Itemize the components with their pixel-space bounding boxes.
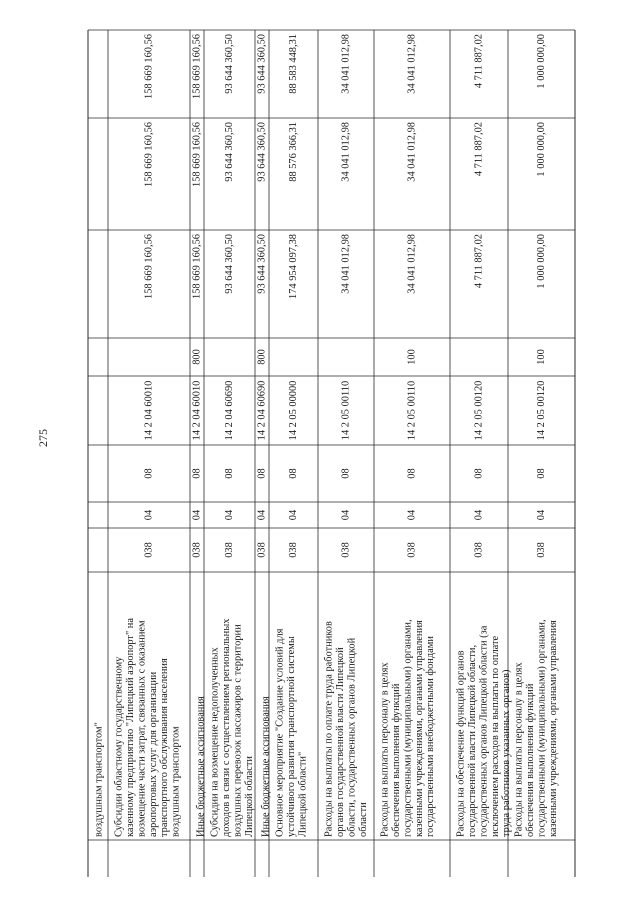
cell-amount_1: 34 041 012,98 <box>406 234 418 294</box>
cell-subsection: 08 <box>256 468 268 479</box>
cell-amount_2: 158 669 160,56 <box>143 122 155 187</box>
cell-amount_3: 34 041 012,98 <box>406 34 418 94</box>
cell-name-line: Расходы на выплаты персоналу в целях <box>513 662 525 837</box>
cell-name-line: обеспечения выполнения функций <box>390 683 402 837</box>
cell-section: 04 <box>473 509 485 521</box>
cell-subsection: 08 <box>223 468 235 479</box>
cell-amount_2: 34 041 012,98 <box>406 122 418 182</box>
cell-section: 04 <box>287 509 299 521</box>
cell-code: 038 <box>223 542 235 558</box>
cell-amount_2: 1 000 000,00 <box>535 122 547 177</box>
cell-subsection: 08 <box>535 468 547 479</box>
cell-subsection: 08 <box>143 468 155 479</box>
cell-amount_2: 34 041 012,98 <box>340 122 352 182</box>
cell-name-line: казенными учреждениями, органами управления <box>413 620 425 837</box>
cell-section: 04 <box>535 509 547 521</box>
cell-amount_3: 93 644 360,50 <box>256 34 268 94</box>
cell-amount_3: 158 669 160,56 <box>191 34 203 99</box>
cell-target_item: 14 2 05 00000 <box>287 380 299 441</box>
cell-name-line: Липецкой области <box>243 756 255 837</box>
cell-name-line: Иные бюджетные ассигнования <box>260 696 272 837</box>
cell-amount_1: 93 644 360,50 <box>256 234 268 294</box>
cell-target_item: 14 2 05 00110 <box>406 380 418 441</box>
cell-amount_3: 93 644 360,50 <box>223 34 235 94</box>
cell-name-line: Расходы на выплаты персоналу в целях <box>379 662 391 837</box>
cell-section: 04 <box>256 509 268 521</box>
cell-amount_3: 34 041 012,98 <box>340 34 352 94</box>
cell-name-line: воздушным транспортом <box>170 726 182 837</box>
cell-name-line: Основное мероприятие "Создание условий для <box>274 628 286 837</box>
cell-code: 038 <box>191 542 203 558</box>
cell-code: 038 <box>406 542 418 558</box>
cell-amount_3: 4 711 887,02 <box>473 34 485 89</box>
cell-name-line: труда работников указанных органов) <box>501 669 513 837</box>
cell-name-line: исключением расходов на выплаты по оплате <box>489 635 501 837</box>
cell-name-line: области, государственных органов Липецкой <box>346 637 358 837</box>
cell-code: 038 <box>340 542 352 558</box>
cell-name-line: казенному предприятию "Липецкий аэропорт" на <box>124 618 136 837</box>
cell-target_item: 14 2 04 60690 <box>256 380 268 441</box>
cell-code: 038 <box>143 542 155 558</box>
cell-expense_type: 800 <box>191 349 203 365</box>
cell-expense_type: 800 <box>256 349 268 365</box>
cell-amount_1: 34 041 012,98 <box>340 234 352 294</box>
cell-amount_2: 88 576 366,31 <box>287 122 299 182</box>
page-number: 275 <box>36 429 50 447</box>
cell-name-line: обеспечения выполнения функций <box>524 683 536 837</box>
cell-subsection: 08 <box>473 468 485 479</box>
cell-target_item: 14 2 05 00110 <box>340 380 352 441</box>
cell-name-line: устойчивого развития транспортной системы <box>285 636 297 837</box>
cell-name-line: органов государственной власти Липецкой <box>334 647 346 837</box>
cell-section: 04 <box>340 509 352 521</box>
cell-name-line: возмещение части затрат, связанных с оказанием <box>136 620 148 837</box>
cell-name-line: казенными учреждениями, органами управления <box>547 620 559 837</box>
cell-name-line: Расходы на обеспечение функций органов <box>455 650 467 837</box>
cell-amount_1: 93 644 360,50 <box>223 234 235 294</box>
cell-code: 038 <box>287 542 299 558</box>
cell-subsection: 08 <box>191 468 203 479</box>
cell-amount_3: 88 583 448,31 <box>287 34 299 94</box>
cell-name-line: Липецкой области" <box>297 751 309 837</box>
cell-amount_3: 1 000 000,00 <box>535 34 547 89</box>
cell-target_item: 14 2 04 60010 <box>143 380 155 441</box>
cell-name-line: государственной власти Липецкой области, <box>466 644 478 837</box>
cell-target_item: 14 2 04 60010 <box>191 380 203 441</box>
cell-subsection: 08 <box>287 468 299 479</box>
cell-code: 038 <box>256 542 268 558</box>
cell-amount_1: 1 000 000,00 <box>535 234 547 289</box>
cell-name-line: государственными (муниципальными) органами, <box>402 619 414 837</box>
cell-subsection: 08 <box>406 468 418 479</box>
cell-name-line: доходов в связи с осуществлением региональных <box>220 618 232 837</box>
cell-name-line: Иные бюджетные ассигнования <box>195 696 207 837</box>
cell-amount_1: 174 954 097,38 <box>287 234 299 299</box>
cell-target_item: 14 2 05 00120 <box>535 380 547 441</box>
cell-amount_1: 158 669 160,56 <box>191 234 203 299</box>
cell-name-line: Расходы на выплаты по оплате труда работников <box>323 621 335 837</box>
cell-amount_1: 158 669 160,56 <box>143 234 155 299</box>
cell-name-line: государственных органов Липецкой области (за <box>478 625 490 837</box>
cell-name-line: транспортного обслуживания населения <box>159 658 171 837</box>
cell-code: 038 <box>535 542 547 558</box>
cell-amount_1: 4 711 887,02 <box>473 234 485 289</box>
cell-expense_type: 100 <box>535 349 547 365</box>
table-cells <box>94 34 559 837</box>
cell-target_item: 14 2 05 00120 <box>473 380 485 441</box>
cell-amount_2: 4 711 887,02 <box>473 122 485 177</box>
cell-section: 04 <box>223 509 235 521</box>
cell-code: 038 <box>473 542 485 558</box>
cell-name-line: государственными внебюджетными фондами <box>425 636 437 837</box>
cell-amount_3: 158 669 160,56 <box>143 34 155 99</box>
cell-amount_2: 93 644 360,50 <box>256 122 268 182</box>
cell-name-line: воздушным транспортом" <box>93 722 105 837</box>
cell-name-line: Субсидии областному государственному <box>113 656 125 837</box>
cell-name-line: аэропортовых услуг для организации <box>147 671 159 837</box>
cell-expense_type: 100 <box>406 349 418 365</box>
cell-section: 04 <box>191 509 203 521</box>
cell-name-line: воздушных перевозок пассажиров с территории <box>232 624 244 837</box>
cell-subsection: 08 <box>340 468 352 479</box>
cell-target_item: 14 2 04 60690 <box>223 380 235 441</box>
cell-section: 04 <box>406 509 418 521</box>
cell-name-line: Субсидии на возмещение недополученных <box>209 647 221 837</box>
cell-section: 04 <box>143 509 155 521</box>
cell-name-line: государственными (муниципальными) органами, <box>536 619 548 837</box>
cell-amount_2: 93 644 360,50 <box>223 122 235 182</box>
cell-name-line: области <box>357 802 369 837</box>
cell-amount_2: 158 669 160,56 <box>191 122 203 187</box>
